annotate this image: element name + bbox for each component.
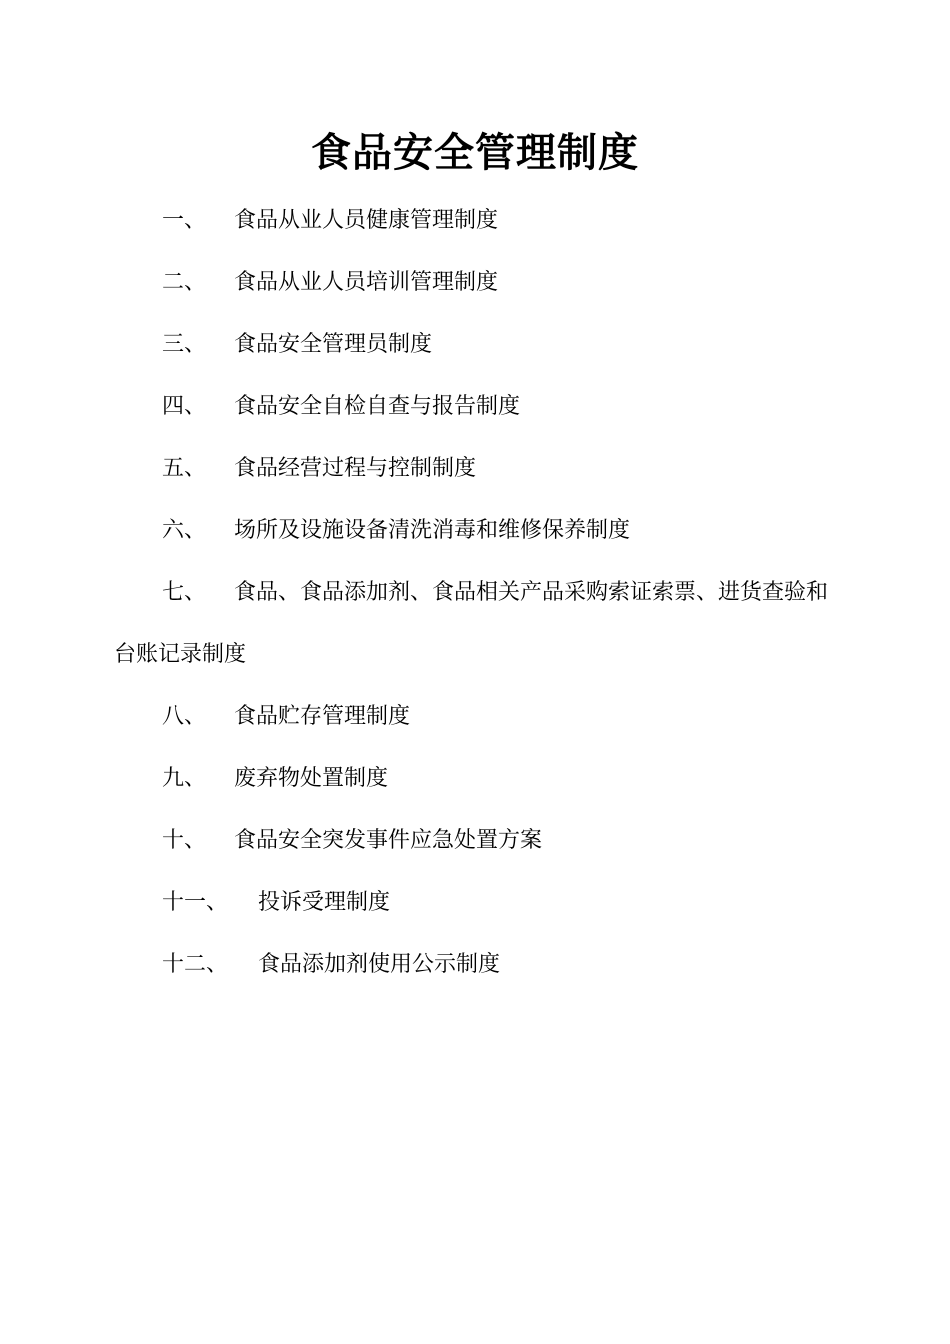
item-text: 食品经营过程与控制制度 xyxy=(234,456,477,481)
item-number: 六、 xyxy=(162,518,207,543)
list-item xyxy=(114,252,844,314)
item-text: 食品安全自检自查与报告制度 xyxy=(234,394,521,419)
list-item xyxy=(114,438,844,500)
list-item xyxy=(114,314,844,376)
item-text: 食品添加剂使用公示制度 xyxy=(258,952,501,977)
item-number: 三、 xyxy=(162,332,207,357)
list-item xyxy=(114,376,844,438)
list-item xyxy=(114,934,844,996)
item-text: 食品安全管理员制度 xyxy=(234,332,433,357)
item-text: 食品贮存管理制度 xyxy=(234,704,411,729)
item-text: 废弃物处置制度 xyxy=(234,766,389,791)
item-text: 食品安全突发事件应急处置方案 xyxy=(234,828,543,853)
item-text: 场所及设施设备清洗消毒和维修保养制度 xyxy=(234,518,631,543)
item-number: 五、 xyxy=(162,456,207,481)
list-item xyxy=(114,872,844,934)
item-number: 九、 xyxy=(162,766,207,791)
list-item xyxy=(114,686,844,748)
list-item xyxy=(114,810,844,872)
item-text: 食品从业人员培训管理制度 xyxy=(234,270,499,295)
list-item xyxy=(114,748,844,810)
list-item xyxy=(114,500,844,562)
item-text: 投诉受理制度 xyxy=(258,890,391,915)
regulation-list xyxy=(114,190,844,996)
item-number: 十二、 xyxy=(162,952,229,977)
item-number: 十一、 xyxy=(162,890,229,915)
page-title: 食品安全管理制度 xyxy=(311,129,639,176)
item-text: 食品、食品添加剂、食品相关产品采购索证索票、进货查验和台账记录制度 xyxy=(114,580,829,667)
list-item xyxy=(114,562,844,686)
list-item xyxy=(114,190,844,252)
item-number: 八、 xyxy=(162,704,207,729)
item-number: 四、 xyxy=(162,394,207,419)
item-number: 十、 xyxy=(162,828,207,853)
item-number: 七、 xyxy=(162,580,207,605)
item-text: 食品从业人员健康管理制度 xyxy=(234,208,499,233)
item-number: 一、 xyxy=(162,208,207,233)
item-number: 二、 xyxy=(162,270,207,295)
